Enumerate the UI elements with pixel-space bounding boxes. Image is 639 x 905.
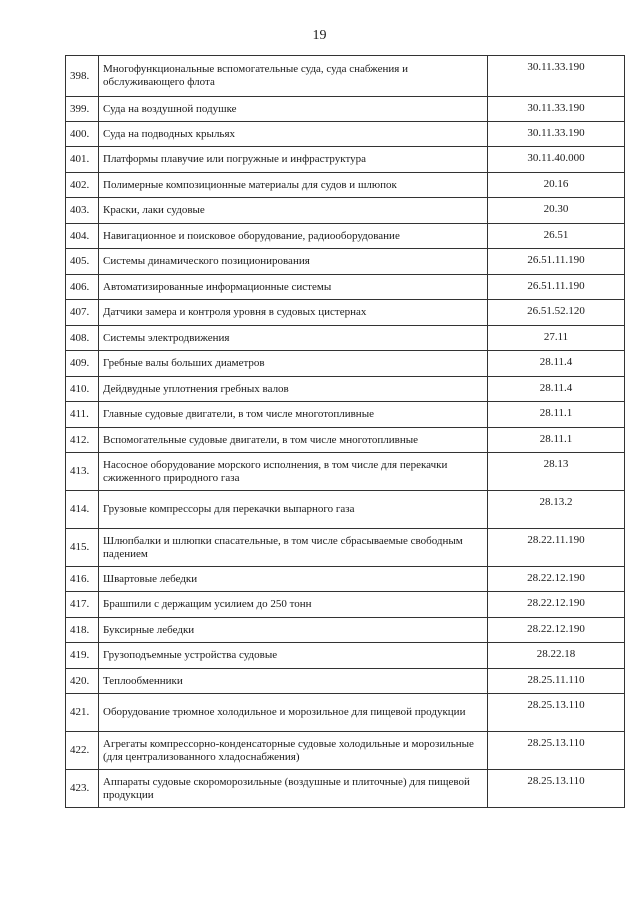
table-row (66, 56, 625, 97)
table-row (66, 97, 625, 122)
item-name: Краски, лаки судовые (99, 198, 488, 224)
item-name: Главные судовые двигатели, в том числе многотопливные (99, 402, 488, 428)
row-number: 407. (66, 300, 99, 326)
table-row (66, 770, 625, 808)
table-row (66, 694, 625, 732)
okpd-code: 28.25.13.110 (488, 732, 625, 770)
item-name: Теплообменники (99, 669, 488, 694)
row-number: 401. (66, 147, 99, 173)
item-name: Вспомогательные судовые двигатели, в том числе многотопливные (99, 428, 488, 453)
okpd-code: 28.11.1 (488, 428, 625, 453)
table-row (66, 300, 625, 326)
okpd-code: 28.22.12.190 (488, 592, 625, 618)
row-number: 415. (66, 529, 99, 567)
row-number: 412. (66, 428, 99, 453)
item-name: Системы электродвижения (99, 326, 488, 351)
okpd-code: 20.16 (488, 173, 625, 198)
okpd-code: 30.11.33.190 (488, 56, 625, 97)
okpd-code: 28.11.4 (488, 351, 625, 377)
okpd-code: 30.11.33.190 (488, 97, 625, 122)
table-row (66, 428, 625, 453)
row-number: 417. (66, 592, 99, 618)
row-number: 413. (66, 453, 99, 491)
item-name: Суда на воздушной подушке (99, 97, 488, 122)
item-name: Грузоподъемные устройства судовые (99, 643, 488, 669)
row-number: 409. (66, 351, 99, 377)
item-name: Системы динамического позиционирования (99, 249, 488, 275)
okpd-code: 28.25.13.110 (488, 694, 625, 732)
okpd-code: 20.30 (488, 198, 625, 224)
table-row (66, 275, 625, 300)
table-row (66, 249, 625, 275)
table-row (66, 224, 625, 249)
okpd-code: 28.25.11.110 (488, 669, 625, 694)
okpd-code: 26.51.11.190 (488, 275, 625, 300)
item-name: Многофункциональные вспомогательные суда, суда снабжения и обслуживающего флота (99, 56, 488, 97)
okpd-code: 27.11 (488, 326, 625, 351)
item-name: Оборудование трюмное холодильное и морозильное для пищевой продукции (99, 694, 488, 732)
okpd-code: 28.22.12.190 (488, 618, 625, 643)
row-number: 422. (66, 732, 99, 770)
item-name: Насосное оборудование морского исполнения, в том числе для перекачки сжиженного природного газа (99, 453, 488, 491)
item-name: Буксирные лебедки (99, 618, 488, 643)
row-number: 402. (66, 173, 99, 198)
row-number: 400. (66, 122, 99, 147)
table-row (66, 453, 625, 491)
row-number: 406. (66, 275, 99, 300)
row-number: 414. (66, 491, 99, 529)
okpd-code: 28.25.13.110 (488, 770, 625, 808)
table-row (66, 567, 625, 592)
row-number: 410. (66, 377, 99, 402)
row-number: 420. (66, 669, 99, 694)
row-number: 418. (66, 618, 99, 643)
item-name: Платформы плавучие или погружные и инфраструктура (99, 147, 488, 173)
item-name: Грузовые компрессоры для перекачки выпарного газа (99, 491, 488, 529)
row-number: 416. (66, 567, 99, 592)
table-row (66, 122, 625, 147)
okpd-code: 26.51 (488, 224, 625, 249)
row-number: 419. (66, 643, 99, 669)
table-row (66, 198, 625, 224)
row-number: 421. (66, 694, 99, 732)
item-name: Полимерные композиционные материалы для судов и шлюпок (99, 173, 488, 198)
row-number: 399. (66, 97, 99, 122)
okpd-code: 30.11.33.190 (488, 122, 625, 147)
page-number: 19 (312, 28, 327, 43)
okpd-code: 30.11.40.000 (488, 147, 625, 173)
table-body (66, 56, 625, 808)
okpd-code: 26.51.52.120 (488, 300, 625, 326)
item-name: Автоматизированные информационные системы (99, 275, 488, 300)
item-name: Агрегаты компрессорно-конденсаторные судовые холодильные и морозильные (для централизованного хладоснабжения) (99, 732, 488, 770)
table-row (66, 491, 625, 529)
table-row (66, 529, 625, 567)
table-row (66, 643, 625, 669)
okpd-code: 28.11.4 (488, 377, 625, 402)
table-row (66, 402, 625, 428)
row-number: 403. (66, 198, 99, 224)
row-number: 408. (66, 326, 99, 351)
item-name: Суда на подводных крыльях (99, 122, 488, 147)
row-number: 405. (66, 249, 99, 275)
okpd-code: 28.11.1 (488, 402, 625, 428)
okpd-code: 28.22.12.190 (488, 567, 625, 592)
item-name: Шлюпбалки и шлюпки спасательные, в том числе сбрасываемые свободным падением (99, 529, 488, 567)
table-row (66, 669, 625, 694)
okpd-code: 28.22.11.190 (488, 529, 625, 567)
okpd-code: 28.22.18 (488, 643, 625, 669)
table-row (66, 592, 625, 618)
okpd-code: 28.13.2 (488, 491, 625, 529)
item-name: Дейдвудные уплотнения гребных валов (99, 377, 488, 402)
table-row (66, 147, 625, 173)
row-number: 411. (66, 402, 99, 428)
okpd-code: 28.13 (488, 453, 625, 491)
row-number: 398. (66, 56, 99, 97)
item-name: Брашпили с держащим усилием до 250 тонн (99, 592, 488, 618)
table-row (66, 173, 625, 198)
item-name: Навигационное и поисковое оборудование, радиооборудование (99, 224, 488, 249)
item-name: Датчики замера и контроля уровня в судовых цистернах (99, 300, 488, 326)
table-row (66, 351, 625, 377)
item-name: Аппараты судовые скороморозильные (воздушные и плиточные) для пищевой продукции (99, 770, 488, 808)
equipment-table (65, 55, 625, 808)
table-row (66, 618, 625, 643)
table-row (66, 377, 625, 402)
table-row (66, 732, 625, 770)
row-number: 404. (66, 224, 99, 249)
item-name: Гребные валы больших диаметров (99, 351, 488, 377)
okpd-code: 26.51.11.190 (488, 249, 625, 275)
item-name: Швартовые лебедки (99, 567, 488, 592)
table-row (66, 326, 625, 351)
row-number: 423. (66, 770, 99, 808)
